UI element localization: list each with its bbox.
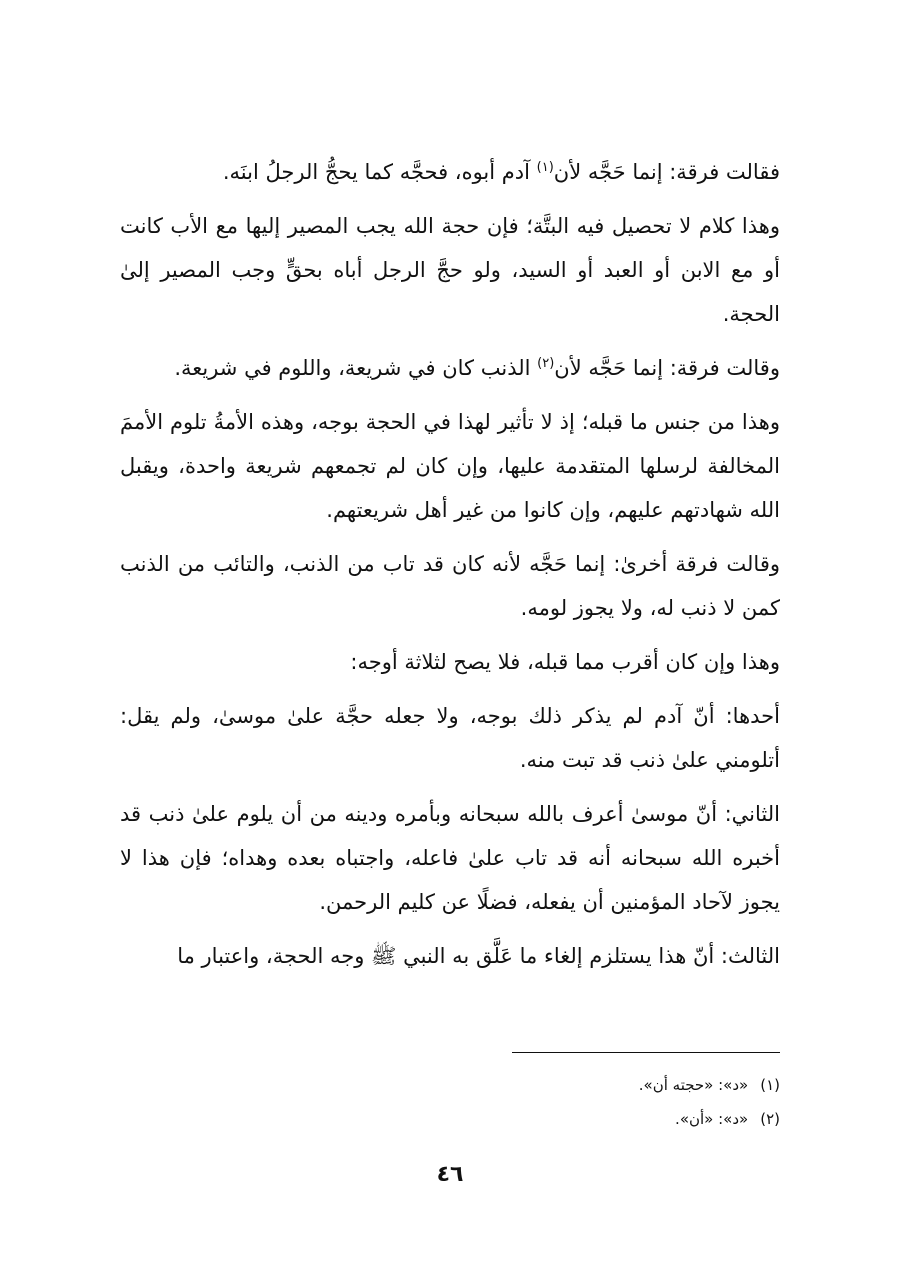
- paragraph-5: وقالت فرقة أخرىٰ: إنما حَجَّه لأنه كان قد تاب من الذنب، والتائب من الذنب كمن لا ذنب له، ولا يجوز لومه.: [120, 552, 780, 620]
- paragraph-3-text-before: وقالت فرقة: إنما حَجَّه لأن: [554, 356, 780, 380]
- footnote-ref-1[interactable]: (١): [536, 160, 554, 175]
- footnotes: [120, 1068, 780, 1136]
- paragraph-1-text-before: فقالت فرقة: إنما حَجَّه لأن: [553, 160, 780, 184]
- paragraph-2: وهذا كلام لا تحصيل فيه البتَّة؛ فإن حجة الله يجب المصير إليها مع الأب كانت أو مع الابن أو العبد أو السيد، ولو حجَّ الرجل أباه بحقٍّ وجب المصير إلىٰ الحجة.: [120, 214, 780, 326]
- page-number: ٤٦: [436, 1162, 464, 1187]
- paragraph-7: أحدها: أنّ آدم لم يذكر ذلك بوجه، ولا جعله حجَّة علىٰ موسىٰ، ولم يقل: أتلومني علىٰ ذنب قد تبت منه.: [120, 704, 780, 772]
- footnote-1-text: «د»: «حجته أن».: [638, 1076, 749, 1094]
- paragraph-8: الثاني: أنّ موسىٰ أعرف بالله سبحانه وبأمره ودينه من أن يلوم علىٰ ذنب قد أخبره الله سبحانه أنه قد تاب علىٰ فاعله، واجتباه بعده وهداه؛ فإن هذا لا يجوز لآحاد المؤمنين أن يفعله، فضلًا عن كليم الرحمن.: [120, 802, 780, 914]
- footnote-divider: [512, 1052, 780, 1053]
- paragraph-9: الثالث: أنّ هذا يستلزم إلغاء ما عَلَّق به النبي ﷺ وجه الحجة، واعتبار ما: [177, 944, 780, 968]
- paragraph-1: [120, 150, 780, 194]
- footnote-2-number: (٢): [760, 1110, 780, 1128]
- paragraph-3: [120, 346, 780, 390]
- footnote-2-text: «د»: «أن».: [675, 1110, 749, 1128]
- paragraph-4: وهذا من جنس ما قبله؛ إذ لا تأثير لهذا في الحجة بوجه، وهذه الأمةُ تلوم الأممَ المخالفة لرسلها المتقدمة عليها، وإن كان لم تجمعهم شريعة واحدة، ويقبل الله شهادتهم عليهم، وإن كانوا من غير أهل شريعتهم.: [120, 410, 780, 522]
- footnote-1: [120, 1068, 780, 1102]
- paragraph-6: وهذا وإن كان أقرب مما قبله، فلا يصح لثلاثة أوجه:: [350, 650, 780, 674]
- paragraph-3-text-after: الذنب كان في شريعة، واللوم في شريعة.: [174, 356, 538, 380]
- footnote-2: [120, 1102, 780, 1136]
- footnote-ref-2[interactable]: (٢): [537, 356, 555, 371]
- footnote-1-number: (١): [760, 1076, 780, 1094]
- paragraph-1-text-after: آدم أبوه، فحجَّه كما يحجُّ الرجلُ ابنَه.: [222, 160, 537, 184]
